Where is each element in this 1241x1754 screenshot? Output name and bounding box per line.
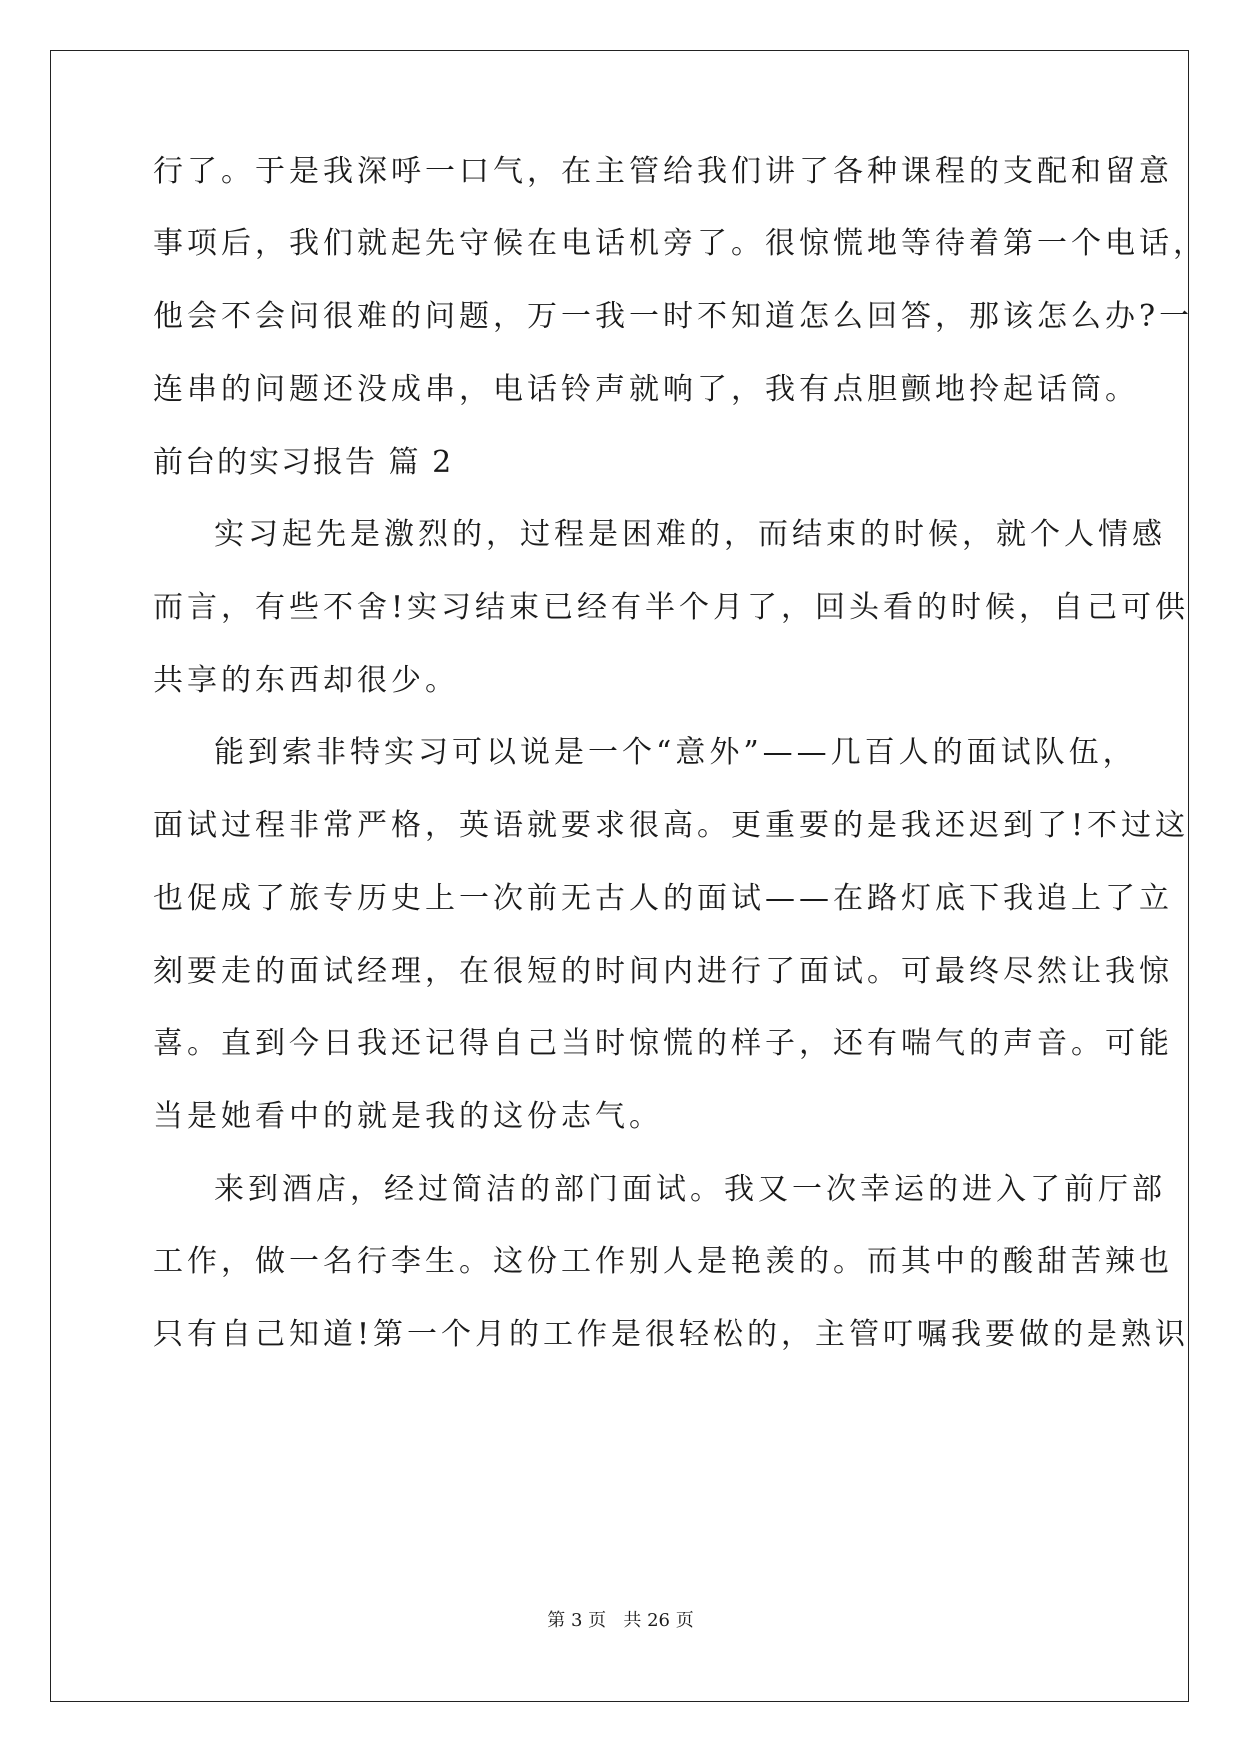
text-line: 他会不会问很难的问题，万一我一时不知道怎么回答，那该怎么办?一 [153, 299, 1194, 334]
section-heading: 前台的实习报告 篇 2 [153, 445, 454, 480]
page-frame [50, 50, 1207, 1702]
text-line: 工作，做一名行李生。这份工作别人是艳羡的。而其中的酸甜苦辣也 [153, 1244, 1173, 1279]
text-line: 共享的东西却很少。 [153, 663, 459, 698]
text-line: 行了。于是我深呼一口气，在主管给我们讲了各种课程的支配和留意 [153, 154, 1173, 189]
text-line: 只有自己知道!第一个月的工作是很轻松的，主管叮嘱我要做的是熟识 [153, 1317, 1190, 1352]
text-line: 也促成了旅专历史上一次前无古人的面试——在路灯底下我追上了立 [153, 881, 1173, 916]
text-line: 面试过程非常严格，英语就要求很高。更重要的是我还迟到了!不过这 [153, 808, 1190, 843]
text-line: 能到索非特实习可以说是一个“意外”——几百人的面试队伍， [214, 735, 1137, 770]
text-line: 刻要走的面试经理，在很短的时间内进行了面试。可最终尽然让我惊 [153, 954, 1173, 989]
text-line: 来到酒店，经过简洁的部门面试。我又一次幸运的进入了前厅部 [214, 1172, 1166, 1207]
text-line: 实习起先是激烈的，过程是困难的，而结束的时候，就个人情感 [214, 517, 1166, 552]
text-line: 喜。直到今日我还记得自己当时惊慌的样子，还有喘气的声音。可能 [153, 1026, 1173, 1061]
text-line: 事项后，我们就起先守候在电话机旁了。很惊慌地等待着第一个电话， [153, 226, 1207, 261]
text-line: 连串的问题还没成串，电话铃声就响了，我有点胆颤地拎起话筒。 [153, 372, 1139, 407]
page-number: 第 3 页 共 26 页 [547, 1610, 694, 1631]
text-line: 当是她看中的就是我的这份志气。 [153, 1099, 663, 1134]
page-footer [0, 1610, 1241, 1632]
text-line: 而言，有些不舍!实习结束已经有半个月了，回头看的时候，自己可供 [153, 590, 1190, 625]
